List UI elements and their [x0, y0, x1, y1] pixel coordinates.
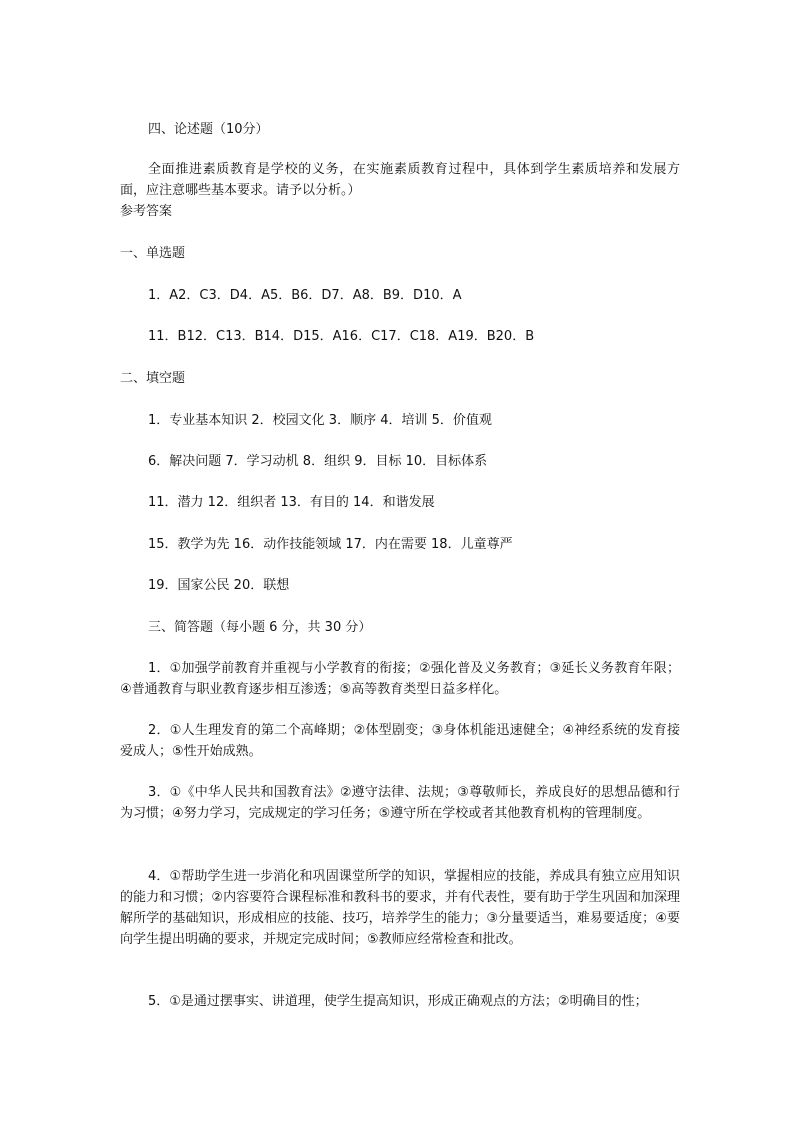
short-answer-item: 5．①是通过摆事实、讲道理，使学生提高知识，形成正确观点的方法；②明确目的性；	[148, 994, 648, 1009]
short-answer-item: 3．①《中华人民共和国教育法》②遵守法律、法规；③尊敬师长，养成良好的思想品德和行为习惯；④努力学习，完成规定的学习任务；⑤遵守所在学校或者其他教育机构的管理制度。	[120, 785, 680, 821]
fill-blank-heading: 二、填空题	[120, 371, 186, 386]
essay-section-heading: 四、论述题（10分）	[148, 122, 269, 137]
fill-blank-answers-row: 1．专业基本知识 2．校园文化 3．顺序 4．培训 5．价值观	[148, 413, 492, 428]
fill-blank-answers-row: 6．解决问题 7．学习动机 8．组织 9．目标 10．目标体系	[148, 454, 488, 469]
short-answer-item: 2．①人生理发育的第二个高峰期；②体型剧变；③身体机能迅速健全；④神经系统的发育接爱成人；⑤性开始成熟。	[120, 723, 680, 759]
single-choice-answers-row-2: 11．B12．C13．B14．D15．A16．C17．C18．A19．B20．B	[148, 329, 535, 344]
short-answer-item: 1．①加强学前教育并重视与小学教育的衔接；②强化普及义务教育；③延长义务教育年限；④普通教育与职业教育逐步相互渗透；⑤高等教育类型日益多样化。	[120, 661, 680, 697]
fill-blank-answers-row: 19．国家公民 20．联想	[148, 578, 290, 593]
single-choice-answers-row-1: 1．A2．C3．D4．A5．B6．D7．A8．B9．D10．A	[148, 288, 462, 303]
single-choice-heading: 一、单选题	[120, 246, 186, 261]
answers-title: 参考答案	[120, 204, 173, 219]
fill-blank-answers-row: 15．教学为先 16．动作技能领域 17．内在需要 18．儿童尊严	[148, 537, 513, 552]
essay-question: 全面推进素质教育是学校的义务，在实施素质教育过程中，具体到学生素质培养和发展方面，应注意哪些基本要求。请予以分析。）	[120, 162, 680, 198]
short-answer-heading: 三、简答题（每小题 6 分，共 30 分）	[148, 620, 372, 635]
short-answer-item: 4．①帮助学生进一步消化和巩固课堂所学的知识，掌握相应的技能，养成具有独立应用知识的能力和习惯；②内容要符合课程标准和教科书的要求，并有代表性，要有助于学生巩固和加深理解所学的基础知识，形成相应的技能、技巧，培养学生的能力；③分量要适当，难易要适度；④要向学生提出明确的要求，并规定完成时间；⑤教师应经常检查和批改。	[120, 869, 680, 947]
fill-blank-answers-row: 11．潜力 12．组织者 13．有目的 14．和谐发展	[148, 495, 435, 510]
